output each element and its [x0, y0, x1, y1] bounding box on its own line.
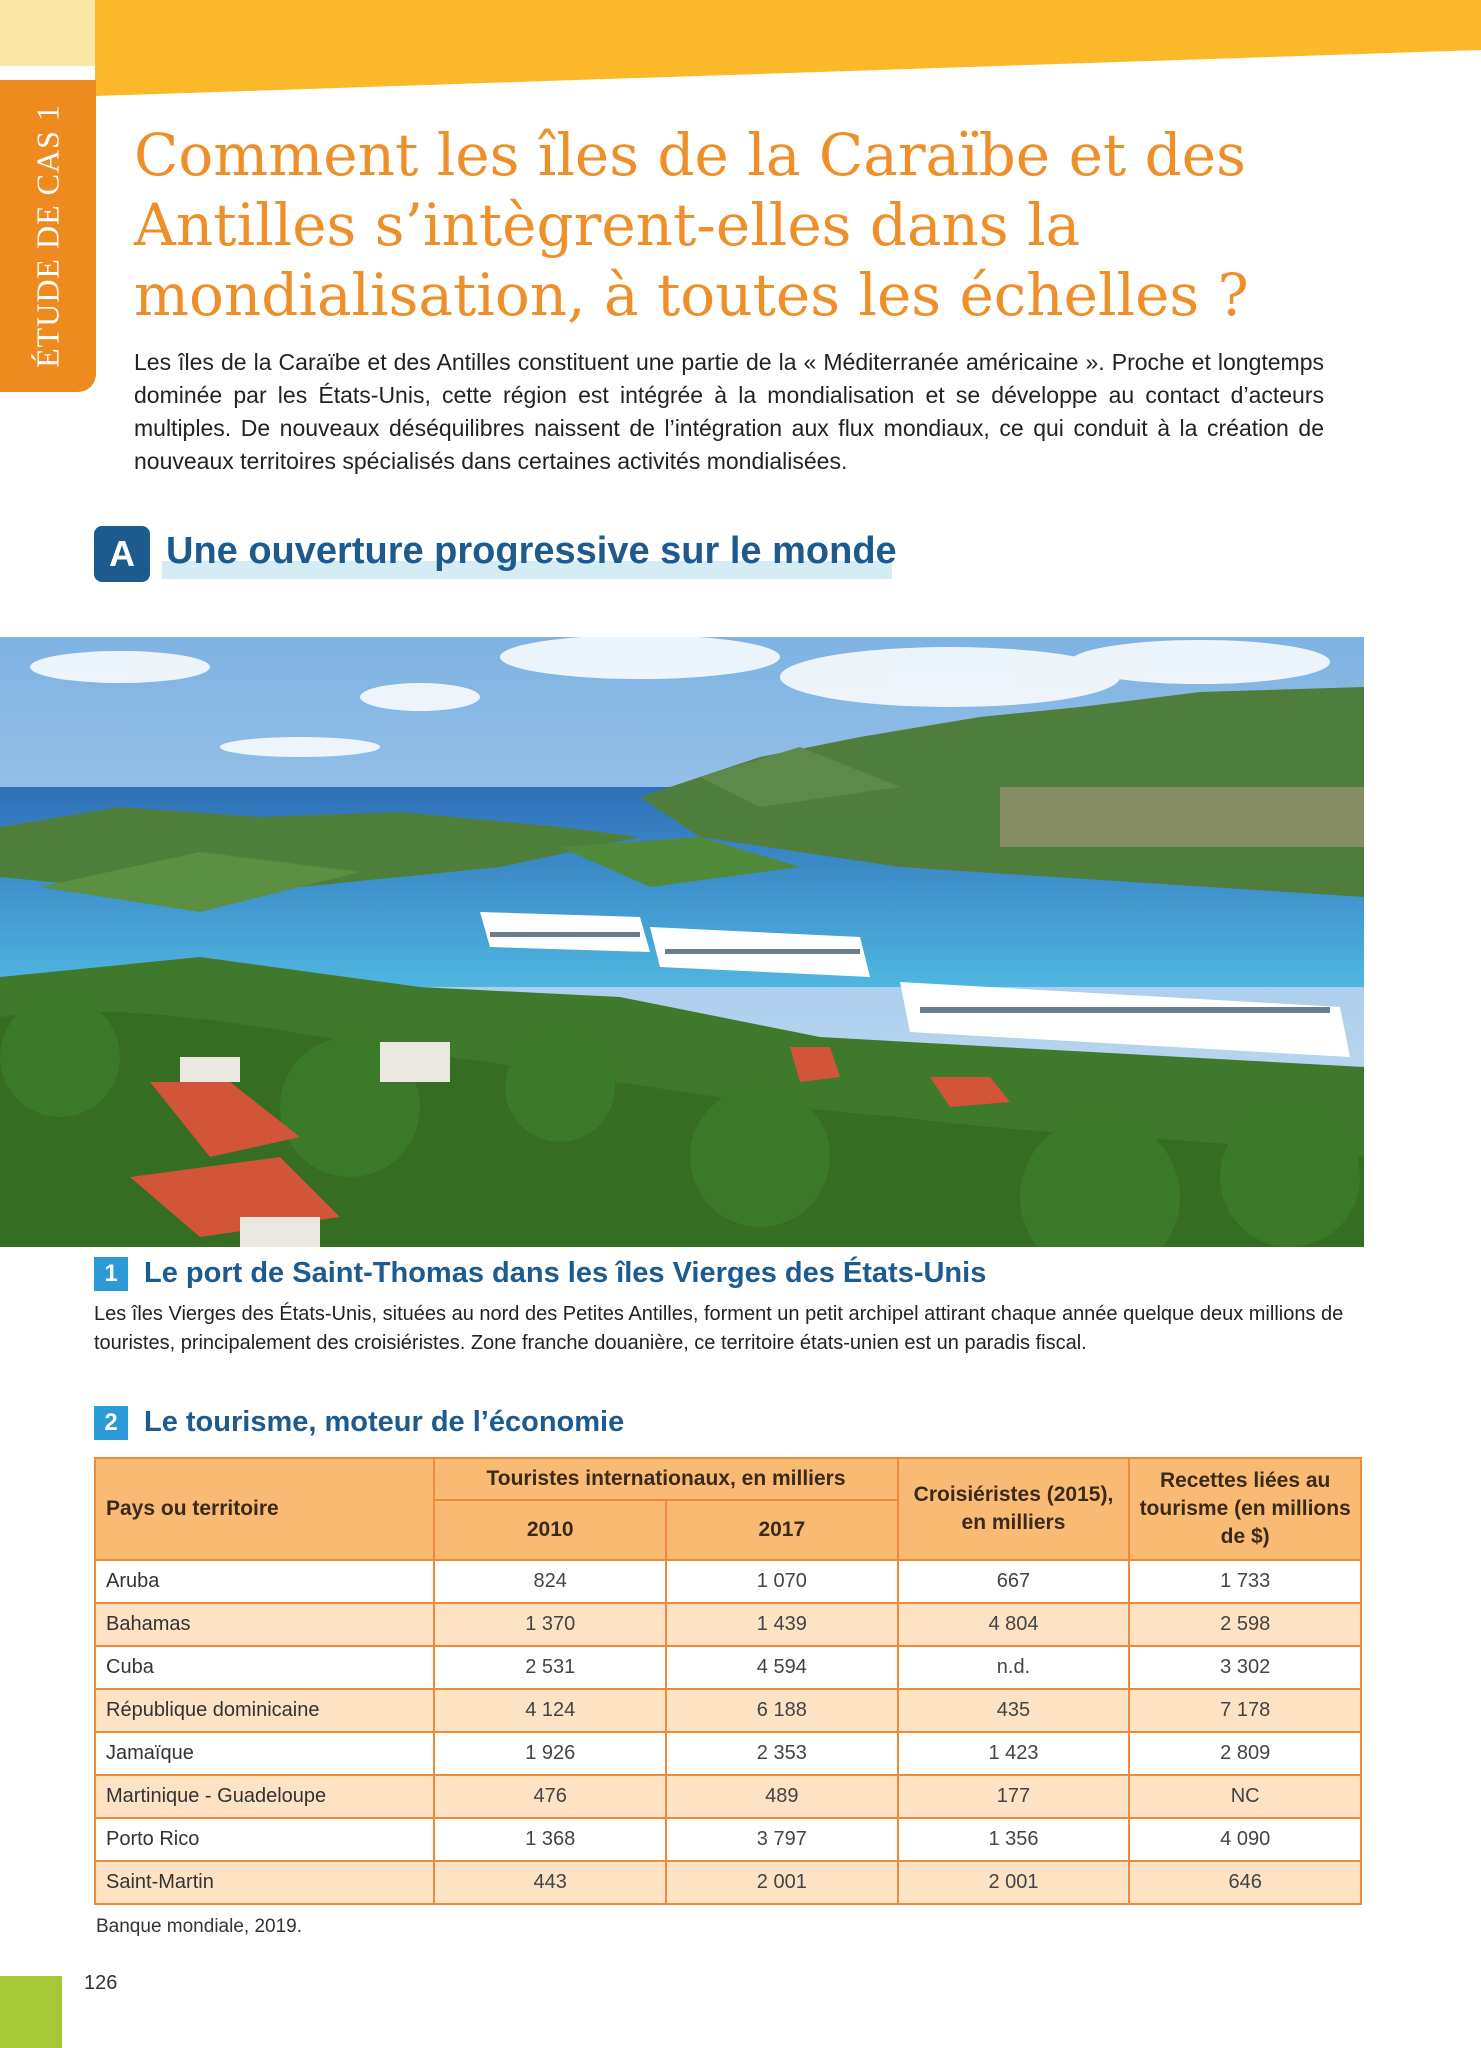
- cell-cruise: n.d.: [898, 1646, 1130, 1689]
- cell-cruise: 1 423: [898, 1732, 1130, 1775]
- cell-cruise: 435: [898, 1689, 1130, 1732]
- cell-receipts: 2 598: [1129, 1603, 1361, 1646]
- cell-country: République dominicaine: [95, 1689, 434, 1732]
- table-row: [95, 1732, 1361, 1775]
- header-receipts: Recettes liées au tourisme (en millions de $): [1129, 1458, 1361, 1560]
- cell-tourists-2017: 489: [666, 1775, 898, 1818]
- table-row: [95, 1818, 1361, 1861]
- section-title: Une ouverture progressive sur le monde: [166, 530, 897, 572]
- header-cruise: Croisiéristes (2015), en milliers: [898, 1458, 1130, 1560]
- cell-tourists-2010: 1 926: [434, 1732, 666, 1775]
- cell-tourists-2010: 476: [434, 1775, 666, 1818]
- case-study-tab: [0, 80, 96, 392]
- cell-tourists-2010: 824: [434, 1560, 666, 1603]
- cell-receipts: 646: [1129, 1861, 1361, 1904]
- port-photo-illustration: [0, 637, 1364, 1247]
- top-yellow-band: [95, 0, 1481, 96]
- port-photo: [0, 637, 1364, 1247]
- cell-receipts: 4 090: [1129, 1818, 1361, 1861]
- cell-cruise: 1 356: [898, 1818, 1130, 1861]
- cell-receipts: NC: [1129, 1775, 1361, 1818]
- cell-country: Bahamas: [95, 1603, 434, 1646]
- cell-cruise: 667: [898, 1560, 1130, 1603]
- cell-tourists-2010: 2 531: [434, 1646, 666, 1689]
- cell-tourists-2010: 1 368: [434, 1818, 666, 1861]
- page-title: Comment les îles de la Caraïbe et des Antilles s’intègrent-elles dans la mondialisation, à toutes les échelles ?: [134, 121, 1249, 329]
- section-letter-badge: A: [94, 526, 150, 582]
- header-tourists: Touristes internationaux, en milliers: [434, 1458, 897, 1500]
- cell-tourists-2017: 2 001: [666, 1861, 898, 1904]
- cell-tourists-2017: 3 797: [666, 1818, 898, 1861]
- cell-tourists-2017: 4 594: [666, 1646, 898, 1689]
- cell-country: Martinique - Guadeloupe: [95, 1775, 434, 1818]
- case-study-label: ÉTUDE DE CAS 1: [29, 104, 66, 368]
- tourism-table: [94, 1457, 1362, 1905]
- cell-tourists-2010: 443: [434, 1861, 666, 1904]
- cell-receipts: 3 302: [1129, 1646, 1361, 1689]
- doc1-caption: Les îles Vierges des États-Unis, situées au nord des Petites Antilles, forment un petit archipel attirant chaque année quelque deux millions de touristes, principalement des croisiéristes. Zone franche douanière, ce territoire états-unien est un paradis fiscal.: [94, 1303, 1344, 1354]
- cell-cruise: 4 804: [898, 1603, 1130, 1646]
- cell-tourists-2010: 4 124: [434, 1689, 666, 1732]
- cell-country: Jamaïque: [95, 1732, 434, 1775]
- cell-cruise: 177: [898, 1775, 1130, 1818]
- cell-country: Cuba: [95, 1646, 434, 1689]
- doc2-number-badge: 2: [94, 1406, 128, 1440]
- cell-tourists-2017: 2 353: [666, 1732, 898, 1775]
- intro-paragraph: Les îles de la Caraïbe et des Antilles constituent une partie de la « Méditerranée américaine ». Proche et longtemps dominée par les États-Unis, cette région est intégrée à la mondialisation et se développe au contact d’acteurs multiples. De nouveaux déséquilibres naissent de l’intégration aux flux mondiaux, ce qui conduit à la création de nouveaux territoires spécialisés dans certaines activités mondialisées.: [134, 349, 1324, 474]
- cell-tourists-2017: 1 439: [666, 1603, 898, 1646]
- table-row: [95, 1646, 1361, 1689]
- header-country: Pays ou territoire: [95, 1458, 434, 1560]
- top-corner-accent: [0, 0, 95, 66]
- table-row: [95, 1689, 1361, 1732]
- cell-receipts: 1 733: [1129, 1560, 1361, 1603]
- table-source: Banque mondiale, 2019.: [96, 1916, 302, 1937]
- table-row: [95, 1861, 1361, 1904]
- table-row: [95, 1775, 1361, 1818]
- doc1-title: Le port de Saint-Thomas dans les îles Vierges des États-Unis: [144, 1257, 987, 1289]
- cell-tourists-2017: 6 188: [666, 1689, 898, 1732]
- cell-tourists-2010: 1 370: [434, 1603, 666, 1646]
- cell-tourists-2017: 1 070: [666, 1560, 898, 1603]
- header-year-2017: 2017: [666, 1500, 898, 1560]
- cell-country: Saint-Martin: [95, 1861, 434, 1904]
- header-year-2010: 2010: [434, 1500, 666, 1560]
- cell-country: Aruba: [95, 1560, 434, 1603]
- page-number: 126: [84, 1972, 118, 1994]
- footer-green-bar: [0, 1976, 62, 2048]
- cell-cruise: 2 001: [898, 1861, 1130, 1904]
- cell-receipts: 2 809: [1129, 1732, 1361, 1775]
- doc2-title: Le tourisme, moteur de l’économie: [144, 1406, 625, 1438]
- cell-country: Porto Rico: [95, 1818, 434, 1861]
- doc1-number-badge: 1: [94, 1257, 128, 1291]
- table-row: [95, 1603, 1361, 1646]
- cell-receipts: 7 178: [1129, 1689, 1361, 1732]
- table-row: [95, 1560, 1361, 1603]
